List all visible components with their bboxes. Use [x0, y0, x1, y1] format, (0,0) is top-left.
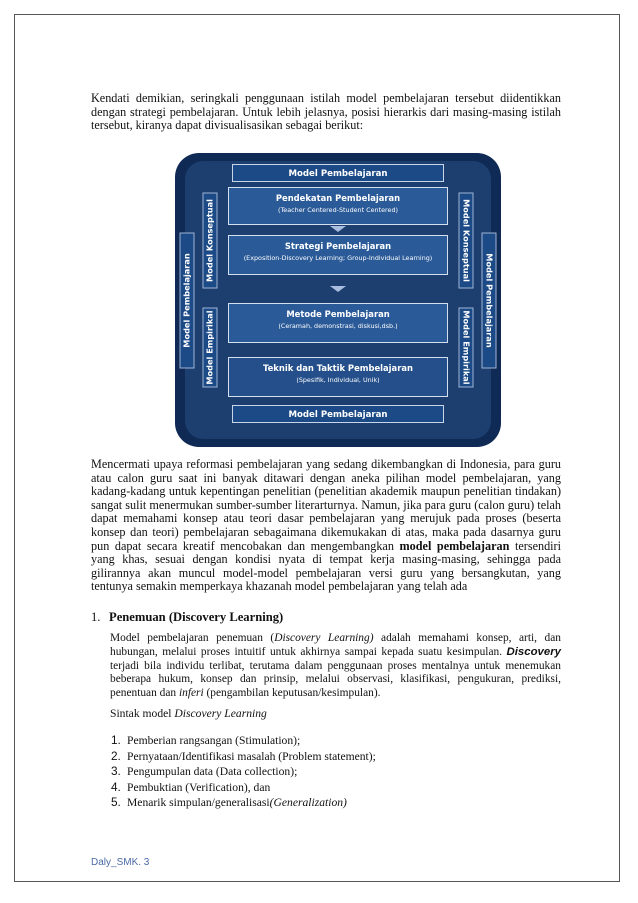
item-text: Pengumpulan data (Data collection); [127, 765, 298, 779]
item-text: Pemberian rangsangan (Stimulation); [127, 734, 301, 747]
diagram-top-bar: Model Pembelajaran [232, 164, 444, 182]
bold-term: model pembelajaran [399, 538, 510, 553]
list-item [111, 795, 551, 811]
diagram-bottom-bar: Model Pembelajaran [232, 405, 444, 423]
paragraph-text: Model pembelajaran penemuan ( [110, 632, 275, 644]
sintak-italic: Discovery Learning [174, 707, 267, 720]
diagram-box-teknik [228, 357, 448, 397]
box-title: Metode Pembelajaran [286, 309, 390, 319]
page-footer: Daly_SMK. 3 [91, 857, 150, 868]
right-upper-label: Model Konseptual [459, 193, 474, 289]
section-title: Penemuan (Discovery Learning) [109, 610, 284, 624]
box-subtitle: (Spesifik, Individual, Unik) [296, 376, 380, 384]
item-number: 5. [111, 795, 121, 810]
box-title: Teknik dan Taktik Pembelajaran [263, 363, 413, 373]
item-text: Menarik simpulan/generalisasi [127, 796, 270, 810]
paragraph-text: terjadi bila individu terlibat, terutama dalam penggunaan proses mentalnya untuk menemukan beberapa hukum, konsep dan prinsip, melalui observasi, klasifikasi, pengukuran, prediksi, penentuan dan [110, 659, 561, 700]
item-number: 1. [111, 733, 121, 747]
item-number: 3. [111, 764, 121, 779]
paragraph-text: (pengambilan keputusan/kesimpulan). [203, 687, 381, 700]
section-heading [91, 610, 283, 625]
sintak-text: Sintak model [110, 707, 175, 720]
left-upper-label: Model Konseptual [203, 193, 218, 289]
discovery-paragraph [110, 632, 561, 701]
item-text: Pembuktian (Verification), dan [127, 780, 271, 794]
box-subtitle: (Exposition-Discovery Learning; Group-Individual Learning) [243, 254, 433, 262]
list-item [111, 749, 551, 765]
left-lower-label: Model Empirikal [203, 308, 218, 388]
right-lower-label: Model Empirikal [459, 308, 474, 388]
list-item [111, 780, 551, 796]
section-number: 1. [91, 610, 101, 624]
italic-term: inferi [178, 687, 204, 700]
right-outer-label: Model Pembelajaran [482, 233, 497, 369]
item-italic: (Generalization) [269, 796, 347, 810]
diagram-box-pendekatan [228, 187, 448, 225]
arrow-down-icon [330, 226, 346, 232]
box-title: Pendekatan Pembelajaran [275, 193, 401, 203]
box-title: Strategi Pembelajaran [284, 241, 392, 251]
diagram-box-strategi [228, 235, 448, 275]
hierarchy-diagram [175, 153, 501, 447]
paragraph-text: tersendiri yang khas, sesuai dengan kondisi nyata di tempat kerja masing-masing, sehingga pada gilirannya akan muncul model-model pembelajaran versi guru yang bersangkutan, yang tentunya semakin memperkaya khazanah model pembelajaran yang telah ada [91, 538, 561, 594]
body-paragraph [91, 458, 561, 594]
box-subtitle: (Ceramah, demonstrasi, diskusi,dsb.) [278, 322, 398, 330]
diagram-box-metode [228, 303, 448, 343]
item-number: 4. [111, 779, 121, 794]
left-outer-label: Model Pembelajaran [180, 233, 195, 369]
list-item [111, 733, 551, 749]
paragraph-text: adalah memahami konsep, arti, dan hubungan, melalui proses intuitif untuk akhirnya sampai kepada suatu kesimpulan. [110, 632, 561, 658]
keyword-discovery: Discovery [506, 645, 561, 658]
item-text: Pernyataan/Identifikasi masalah (Problem statement); [127, 749, 376, 763]
steps-list [111, 733, 551, 811]
intro-paragraph: Kendati demikian, seringkali penggunaan istilah model pembelajaran tersebut diidentikkan dengan strategi pembelajaran. Untuk lebih jelasnya, posisi hierarkis dari masing-masing istilah tersebut, kiranya dapat divisualisasikan sebagai berikut: [91, 91, 561, 133]
sintak-label [110, 707, 267, 720]
italic-term: Discovery Learning) [274, 632, 374, 644]
box-subtitle: (Teacher Centered-Student Centered) [277, 206, 398, 214]
list-item [111, 764, 551, 780]
paragraph-text: Mencermati upaya reformasi pembelajaran yang sedang dikembangkan di Indonesia, para guru atau calon guru saat ini banyak ditawari dengan aneka pilihan model pembelajaran, yang kadang-kadang untuk kepentingan penelitian (penelitian akademik maupun penelitian tindakan) sangat sulit menermukan sumber-sumber literarturnya. Namun, jika para guru (calon guru) telah dapat memahami konsep atau teori dasar pembelajaran yang merujuk pada proses (beserta konsep dan teori) pembelajaran sebagaimana dikemukakan di atas, maka pada dasarnya guru pun dapat secara kreatif mencobakan dan mengembangkan [91, 457, 561, 553]
item-number: 2. [111, 748, 121, 763]
arrow-down-icon [330, 286, 346, 292]
